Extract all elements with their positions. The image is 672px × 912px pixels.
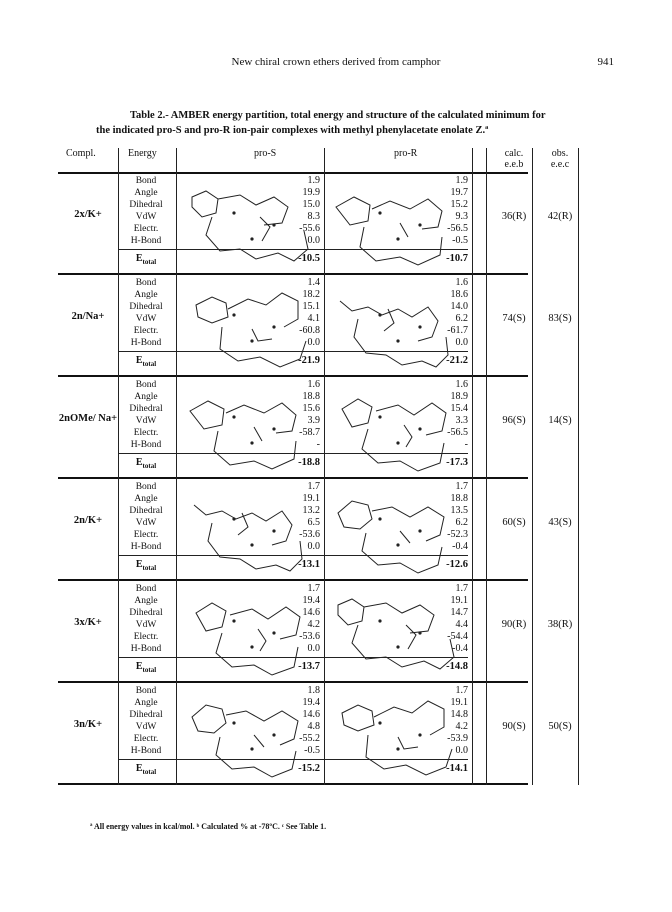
complex-row (58, 683, 630, 791)
total-energy-label (120, 355, 172, 368)
energy-terms (120, 277, 172, 349)
pro-r-value: 13.5 (450, 505, 468, 516)
complex-row (58, 377, 630, 485)
total-label-sub: total (142, 564, 157, 572)
footnote: ª All energy values in kcal/mol. ᵇ Calculated % at -78ºC. ᶜ See Table 1. (90, 822, 327, 831)
pro-r-value: 0.0 (455, 745, 468, 756)
pro-s-value: 1.8 (307, 685, 320, 696)
column-rule (118, 148, 119, 785)
pro-s-values (284, 277, 320, 349)
pro-s-value: 1.7 (307, 481, 320, 492)
pro-s-value: 0.0 (307, 541, 320, 552)
total-label-e: E (135, 559, 143, 570)
pro-s-value: 1.7 (307, 583, 320, 594)
pro-s-value: 14.6 (302, 607, 320, 618)
pro-r-value: 18.8 (450, 493, 468, 504)
energy-terms (120, 175, 172, 247)
column-rule (176, 148, 177, 785)
obs-ee: 43(S) (548, 517, 572, 528)
energy-term: Angle (134, 290, 158, 300)
energy-term: Angle (134, 494, 158, 504)
energy-term: H-Bond (130, 542, 162, 552)
calc-ee: 90(S) (502, 721, 526, 732)
pro-r-value: 14.0 (450, 301, 468, 312)
pro-s-value: 4.1 (307, 313, 320, 324)
energy-term: Dihedral (129, 302, 163, 312)
complex-row (58, 275, 630, 383)
obs-header-bottom: e.e.c (550, 159, 570, 170)
total-energy-label (120, 559, 172, 572)
pro-s-value: 0.0 (307, 235, 320, 246)
pro-r-value: -53.9 (447, 733, 468, 744)
energy-term: Electr. (133, 734, 159, 744)
pro-s-value: 1.6 (307, 379, 320, 390)
total-label-sub: total (142, 666, 157, 674)
total-label-e: E (135, 457, 143, 468)
pro-s-value: 19.1 (302, 493, 320, 504)
pro-s-value: 14.6 (302, 709, 320, 720)
compound-label: 2n/K+ (73, 515, 103, 526)
calc-ee: 74(S) (502, 313, 526, 324)
energy-terms (120, 481, 172, 553)
pro-s-values (284, 175, 320, 247)
row-rule (118, 555, 468, 556)
pro-s-value: 6.5 (307, 517, 320, 528)
energy-term: Angle (134, 392, 158, 402)
pro-s-value: -53.6 (299, 631, 320, 642)
obs-ee: 42(R) (547, 211, 573, 222)
pro-s-value: -55.2 (299, 733, 320, 744)
col-header-pro-s: pro-S (254, 148, 277, 159)
pro-r-value: 1.7 (455, 481, 468, 492)
pro-s-value: 13.2 (302, 505, 320, 516)
pro-r-value: 14.7 (450, 607, 468, 618)
energy-term: Dihedral (129, 506, 163, 516)
obs-ee: 83(S) (548, 313, 572, 324)
total-energy-label (120, 661, 172, 674)
col-header-obs (540, 148, 580, 170)
total-label-e: E (135, 763, 143, 774)
pro-s-values (284, 583, 320, 655)
pro-r-values (432, 277, 468, 349)
energy-term: H-Bond (130, 644, 162, 654)
pro-s-value: 19.9 (302, 187, 320, 198)
pro-r-value: 1.9 (455, 175, 468, 186)
energy-term: H-Bond (130, 338, 162, 348)
pro-s-value: 0.0 (307, 337, 320, 348)
pro-r-total: -12.6 (446, 559, 468, 570)
energy-terms (120, 685, 172, 757)
pro-s-total: -15.2 (298, 763, 320, 774)
pro-r-value: 14.8 (450, 709, 468, 720)
compound-label: 2x/K+ (74, 209, 102, 220)
pro-r-value: -52.3 (447, 529, 468, 540)
calc-header-bottom: e.e.b (504, 159, 524, 170)
pro-r-value: -0.4 (452, 643, 468, 654)
energy-term: VdW (135, 314, 157, 324)
complex-row (58, 581, 630, 689)
total-energy-label (120, 457, 172, 470)
pro-r-value: -61.7 (447, 325, 468, 336)
pro-r-total: -17.3 (446, 457, 468, 468)
pro-r-value: -0.5 (452, 235, 468, 246)
pro-s-value: 1.4 (307, 277, 320, 288)
col-header-pro-r: pro-R (394, 148, 418, 159)
pro-s-value: 18.2 (302, 289, 320, 300)
pro-r-value: 1.6 (455, 277, 468, 288)
total-label-e: E (135, 355, 143, 366)
complex-row (58, 479, 630, 587)
pro-s-total: -21.9 (298, 355, 320, 366)
pro-s-value: 0.0 (307, 643, 320, 654)
pro-s-total: -18.8 (298, 457, 320, 468)
total-energy-label (120, 253, 172, 266)
energy-term: Angle (134, 698, 158, 708)
caption-line-1: Table 2.- AMBER energy partition, total energy and structure of the calculated minimum for (130, 110, 546, 121)
pro-r-value: 6.2 (455, 517, 468, 528)
pro-s-total: -13.1 (298, 559, 320, 570)
column-rule (532, 148, 533, 785)
pro-s-value: 18.8 (302, 391, 320, 402)
pro-s-value: -55.6 (299, 223, 320, 234)
pro-s-total: -13.7 (298, 661, 320, 672)
total-label-sub: total (142, 258, 157, 266)
energy-term: Electr. (133, 428, 159, 438)
pro-r-value: 19.1 (450, 697, 468, 708)
pro-r-value: 0.0 (455, 337, 468, 348)
energy-term: Bond (135, 176, 157, 186)
obs-ee: 50(S) (548, 721, 572, 732)
obs-ee: 38(R) (547, 619, 573, 630)
energy-terms (120, 583, 172, 655)
caption-line-2: the indicated pro-S and pro-R ion-pair complexes with methyl phenylacetate enolate Z.ª (96, 125, 489, 136)
compound-label: 3x/K+ (74, 617, 102, 628)
pro-r-value: 18.6 (450, 289, 468, 300)
pro-r-value: -56.5 (447, 223, 468, 234)
pro-r-value: 3.3 (455, 415, 468, 426)
pro-r-values (432, 481, 468, 553)
pro-s-value: 4.2 (307, 619, 320, 630)
pro-r-total: -14.1 (446, 763, 468, 774)
pro-s-value: 15.0 (302, 199, 320, 210)
pro-s-value: - (316, 439, 320, 450)
energy-term: Bond (135, 380, 157, 390)
column-rule (486, 148, 487, 785)
energy-term: Electr. (133, 632, 159, 642)
pro-s-values (284, 685, 320, 757)
energy-terms (120, 379, 172, 451)
energy-term: Bond (135, 686, 157, 696)
energy-term: Dihedral (129, 608, 163, 618)
pro-r-values (432, 379, 468, 451)
obs-ee: 14(S) (548, 415, 572, 426)
energy-term: Electr. (133, 224, 159, 234)
column-rule (578, 148, 579, 785)
pro-s-value: -58.7 (299, 427, 320, 438)
pro-s-value: 15.6 (302, 403, 320, 414)
pro-s-values (284, 379, 320, 451)
energy-term: VdW (135, 722, 157, 732)
pro-s-value: 19.4 (302, 595, 320, 606)
total-label-sub: total (142, 360, 157, 368)
energy-term: VdW (135, 416, 157, 426)
pro-r-value: 19.7 (450, 187, 468, 198)
pro-s-value: 15.1 (302, 301, 320, 312)
row-rule (118, 249, 468, 250)
pro-s-values (284, 481, 320, 553)
row-rule (118, 759, 468, 760)
pro-r-value: 6.2 (455, 313, 468, 324)
energy-term: Bond (135, 278, 157, 288)
pro-r-value: 1.7 (455, 685, 468, 696)
energy-term: Dihedral (129, 200, 163, 210)
complex-row (58, 173, 630, 281)
compound-label: 2n/Na+ (71, 311, 105, 322)
energy-term: H-Bond (130, 440, 162, 450)
calc-ee: 90(R) (501, 619, 527, 630)
energy-term: Dihedral (129, 710, 163, 720)
column-rule (324, 148, 325, 785)
pro-r-value: -54.4 (447, 631, 468, 642)
table-caption (96, 108, 626, 138)
calc-ee: 96(S) (502, 415, 526, 426)
pro-r-value: -0.4 (452, 541, 468, 552)
pro-r-value: 1.6 (455, 379, 468, 390)
total-label-e: E (135, 253, 143, 264)
pro-r-values (432, 685, 468, 757)
column-rule (472, 148, 473, 785)
energy-term: VdW (135, 212, 157, 222)
compound-label: 2nOMe/ Na+ (58, 413, 118, 424)
pro-r-value: 15.4 (450, 403, 468, 414)
compound-label: 3n/K+ (73, 719, 103, 730)
running-title: New chiral crown ethers derived from camphor (231, 56, 441, 68)
total-energy-label (120, 763, 172, 776)
block-rule (58, 783, 528, 785)
pro-s-value: 1.9 (307, 175, 320, 186)
pro-r-total: -10.7 (446, 253, 468, 264)
col-header-energy: Energy (128, 148, 157, 159)
pro-s-value: 3.9 (307, 415, 320, 426)
energy-term: Electr. (133, 326, 159, 336)
row-rule (118, 351, 468, 352)
pro-r-value: 15.2 (450, 199, 468, 210)
pro-s-total: -10.5 (298, 253, 320, 264)
pro-r-value: 4.4 (455, 619, 468, 630)
total-label-sub: total (142, 462, 157, 470)
pro-r-total: -21.2 (446, 355, 468, 366)
row-rule (118, 657, 468, 658)
col-header-calc (494, 148, 534, 170)
pro-s-value: 19.4 (302, 697, 320, 708)
col-header-compound: Compl. (66, 148, 96, 159)
obs-header-top: obs. (551, 148, 569, 159)
energy-term: Electr. (133, 530, 159, 540)
energy-term: Dihedral (129, 404, 163, 414)
pro-r-value: - (464, 439, 468, 450)
total-label-sub: total (142, 768, 157, 776)
pro-r-value: -56.5 (447, 427, 468, 438)
page-number: 941 (597, 56, 614, 68)
calc-header-top: calc. (504, 148, 524, 159)
total-label-e: E (135, 661, 143, 672)
pro-r-value: 19.1 (450, 595, 468, 606)
energy-term: Bond (135, 482, 157, 492)
pro-s-value: -0.5 (304, 745, 320, 756)
pro-r-values (432, 583, 468, 655)
pro-s-value: 4.8 (307, 721, 320, 732)
pro-r-values (432, 175, 468, 247)
calc-ee: 36(R) (501, 211, 527, 222)
pro-r-value: 9.3 (455, 211, 468, 222)
pro-s-value: -53.6 (299, 529, 320, 540)
pro-s-value: -60.8 (299, 325, 320, 336)
pro-r-total: -14.8 (446, 661, 468, 672)
energy-term: VdW (135, 620, 157, 630)
energy-term: H-Bond (130, 236, 162, 246)
calc-ee: 60(S) (502, 517, 526, 528)
pro-s-value: 8.3 (307, 211, 320, 222)
energy-term: Angle (134, 596, 158, 606)
pro-r-value: 4.2 (455, 721, 468, 732)
pro-r-value: 18.9 (450, 391, 468, 402)
energy-term: Angle (134, 188, 158, 198)
energy-term: VdW (135, 518, 157, 528)
energy-term: H-Bond (130, 746, 162, 756)
row-rule (118, 453, 468, 454)
energy-term: Bond (135, 584, 157, 594)
pro-r-value: 1.7 (455, 583, 468, 594)
